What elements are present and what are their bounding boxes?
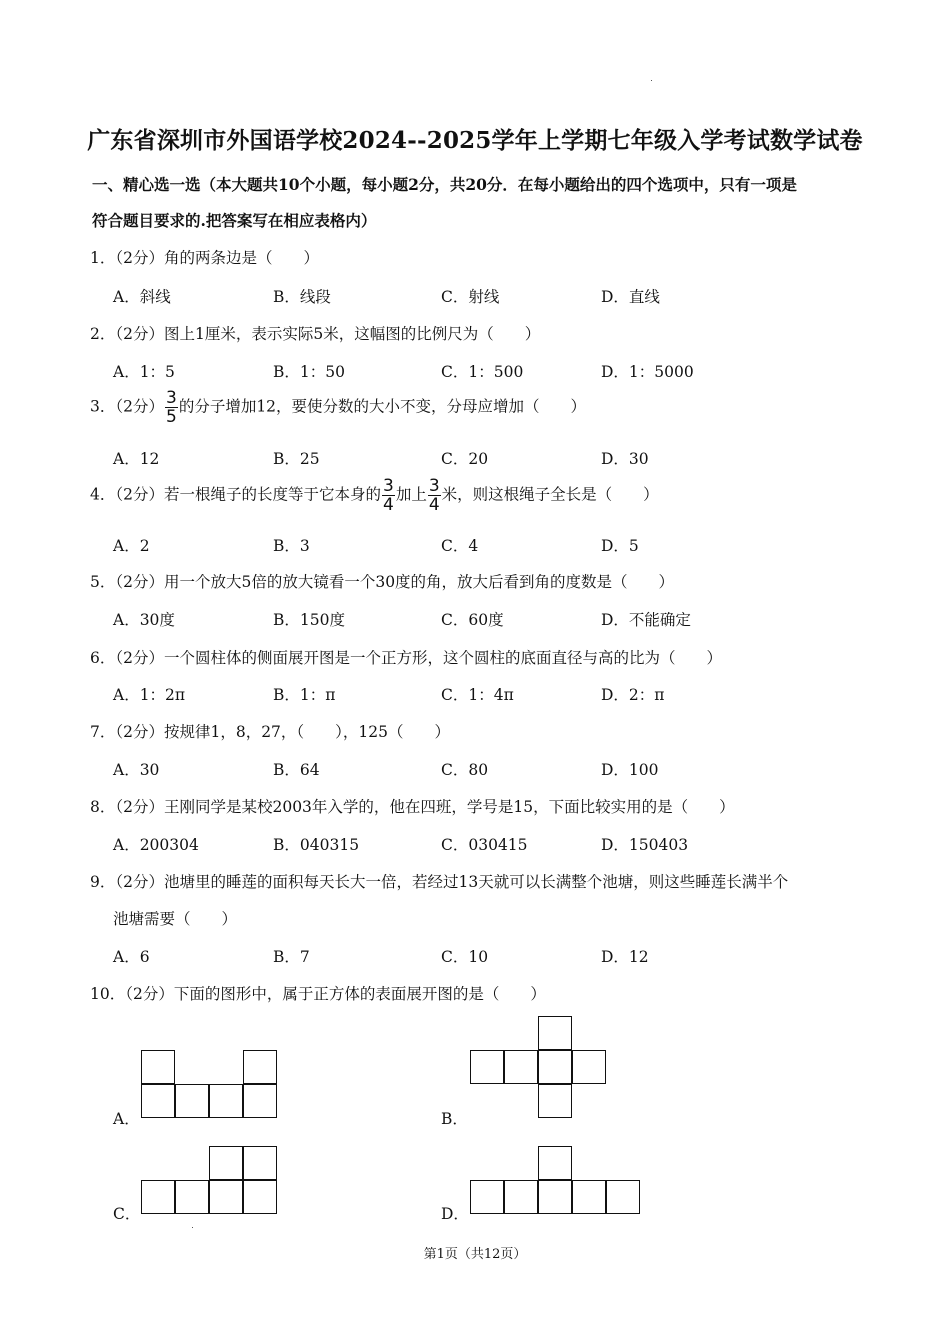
q2-option-c: C．1：500 bbox=[441, 363, 524, 381]
net-square bbox=[141, 1050, 175, 1084]
question-8: 8．（2分）王刚同学是某校2003年入学的，他在四班，学号是15，下面比较实用的是（ ） bbox=[90, 798, 735, 816]
net-square bbox=[470, 1050, 504, 1084]
q1-option-b: B．线段 bbox=[273, 288, 331, 306]
q2-option-a: A．1：5 bbox=[113, 363, 175, 381]
question-2: 2．（2分）图上1厘米，表示实际5米，这幅图的比例尺为（ ） bbox=[90, 325, 541, 343]
net-square bbox=[572, 1050, 606, 1084]
q8-option-d: D．150403 bbox=[601, 836, 689, 854]
q8-option-c: C．030415 bbox=[441, 836, 528, 854]
q7-option-d: D．100 bbox=[601, 761, 659, 779]
q3-suffix: 的分子增加12，要使分数的大小不变，分母应增加（ ） bbox=[178, 397, 587, 416]
fraction-3-5 bbox=[165, 389, 178, 426]
q5-option-c: C．60度 bbox=[441, 611, 504, 629]
q10-option-b-label: B． bbox=[441, 1110, 468, 1128]
fraction-numerator: 3 bbox=[428, 476, 440, 496]
net-square bbox=[243, 1050, 277, 1084]
scan-speck bbox=[192, 1227, 193, 1228]
q9-option-c: C．10 bbox=[441, 948, 489, 966]
section-heading-line1: 一、精心选一选（本大题共10个小题，每小题2分，共20分．在每小题给出的四个选项中，只有一项是 bbox=[92, 175, 797, 194]
net-square bbox=[175, 1180, 209, 1214]
q6-option-b: B．1：π bbox=[273, 686, 336, 704]
q5-option-d: D．不能确定 bbox=[601, 611, 691, 629]
q4-option-a: A．2 bbox=[113, 537, 150, 555]
fraction-numerator: 3 bbox=[165, 388, 177, 408]
q10-option-c-label: C． bbox=[113, 1205, 141, 1223]
q4-prefix: 4．（2分）若一根绳子的长度等于它本身的 bbox=[90, 485, 381, 504]
q1-option-d: D．直线 bbox=[601, 288, 660, 306]
q1-option-c: C．射线 bbox=[441, 288, 500, 306]
net-square bbox=[141, 1084, 175, 1118]
q3-option-c: C．20 bbox=[441, 450, 489, 468]
q3-option-a: A．12 bbox=[113, 450, 160, 468]
net-square bbox=[538, 1084, 572, 1118]
q5-option-a: A．30度 bbox=[113, 611, 175, 629]
net-square bbox=[470, 1180, 504, 1214]
q7-option-a: A．30 bbox=[113, 761, 160, 779]
q1-option-a: A．斜线 bbox=[113, 288, 171, 306]
net-square bbox=[538, 1146, 572, 1180]
q8-option-a: A．200304 bbox=[113, 836, 199, 854]
net-square bbox=[209, 1146, 243, 1180]
q6-option-a: A．1：2π bbox=[113, 686, 186, 704]
fraction-3-4-second bbox=[428, 477, 441, 514]
q10-option-d-label: D． bbox=[441, 1205, 469, 1223]
net-square bbox=[606, 1180, 640, 1214]
question-9-continued: 池塘需要（ ） bbox=[113, 910, 238, 928]
q9-option-b: B．7 bbox=[273, 948, 310, 966]
net-square bbox=[538, 1180, 572, 1214]
fraction-3-4 bbox=[382, 477, 395, 514]
q7-option-c: C．80 bbox=[441, 761, 489, 779]
net-square bbox=[538, 1016, 572, 1050]
q8-option-b: B．040315 bbox=[273, 836, 360, 854]
q4-option-b: B．3 bbox=[273, 537, 310, 555]
question-1: 1．（2分）角的两条边是（ ） bbox=[90, 249, 319, 267]
fraction-numerator: 3 bbox=[382, 476, 394, 496]
q9-option-d: D．12 bbox=[601, 948, 649, 966]
q6-option-c: C．1：4π bbox=[441, 686, 514, 704]
question-5: 5．（2分）用一个放大5倍的放大镜看一个30度的角，放大后看到角的度数是（ ） bbox=[90, 573, 675, 591]
net-square bbox=[209, 1084, 243, 1118]
question-6: 6．（2分）一个圆柱体的侧面展开图是一个正方形，这个圆柱的底面直径与高的比为（ ） bbox=[90, 649, 722, 667]
question-4 bbox=[90, 477, 659, 514]
fraction-denominator: 5 bbox=[165, 407, 177, 427]
q4-mid: 加上 bbox=[395, 485, 427, 504]
q10-option-a-label: A． bbox=[113, 1110, 140, 1128]
q2-option-d: D．1：5000 bbox=[601, 363, 694, 381]
q7-option-b: B．64 bbox=[273, 761, 320, 779]
net-square bbox=[209, 1180, 243, 1214]
net-square bbox=[243, 1146, 277, 1180]
net-square bbox=[243, 1180, 277, 1214]
question-7: 7．（2分）按规律1，8，27，（ ），125（ ） bbox=[90, 723, 451, 741]
section-heading-line2: 符合题目要求的.把答案写在相应表格内） bbox=[92, 211, 377, 230]
q2-option-b: B．1：50 bbox=[273, 363, 345, 381]
q9-option-a: A．6 bbox=[113, 948, 150, 966]
net-square bbox=[504, 1180, 538, 1214]
q4-suffix: 米，则这根绳子全长是（ ） bbox=[441, 485, 659, 504]
fraction-denominator: 4 bbox=[428, 495, 440, 515]
question-10: 10．（2分）下面的图形中，属于正方体的表面展开图的是（ ） bbox=[90, 985, 546, 1003]
q3-option-b: B．25 bbox=[273, 450, 320, 468]
q3-option-d: D．30 bbox=[601, 450, 649, 468]
question-3 bbox=[90, 389, 586, 426]
q6-option-d: D．2：π bbox=[601, 686, 665, 704]
q5-option-b: B．150度 bbox=[273, 611, 345, 629]
net-square bbox=[572, 1180, 606, 1214]
page-title: 广东省深圳市外国语学校2024--2025学年上学期七年级入学考试数学试卷 bbox=[87, 127, 863, 154]
page-footer: 第1页（共12页） bbox=[423, 1247, 527, 1262]
net-square bbox=[538, 1050, 572, 1084]
net-square bbox=[504, 1050, 538, 1084]
fraction-denominator: 4 bbox=[382, 495, 394, 515]
net-square bbox=[141, 1180, 175, 1214]
scan-speck bbox=[651, 80, 652, 81]
question-9: 9．（2分）池塘里的睡莲的面积每天长大一倍，若经过13天就可以长满整个池塘，则这些睡莲长满半个 bbox=[90, 873, 789, 891]
q4-option-c: C．4 bbox=[441, 537, 479, 555]
q4-option-d: D．5 bbox=[601, 537, 639, 555]
q3-prefix: 3．（2分） bbox=[90, 397, 164, 416]
net-square bbox=[243, 1084, 277, 1118]
net-square bbox=[175, 1084, 209, 1118]
